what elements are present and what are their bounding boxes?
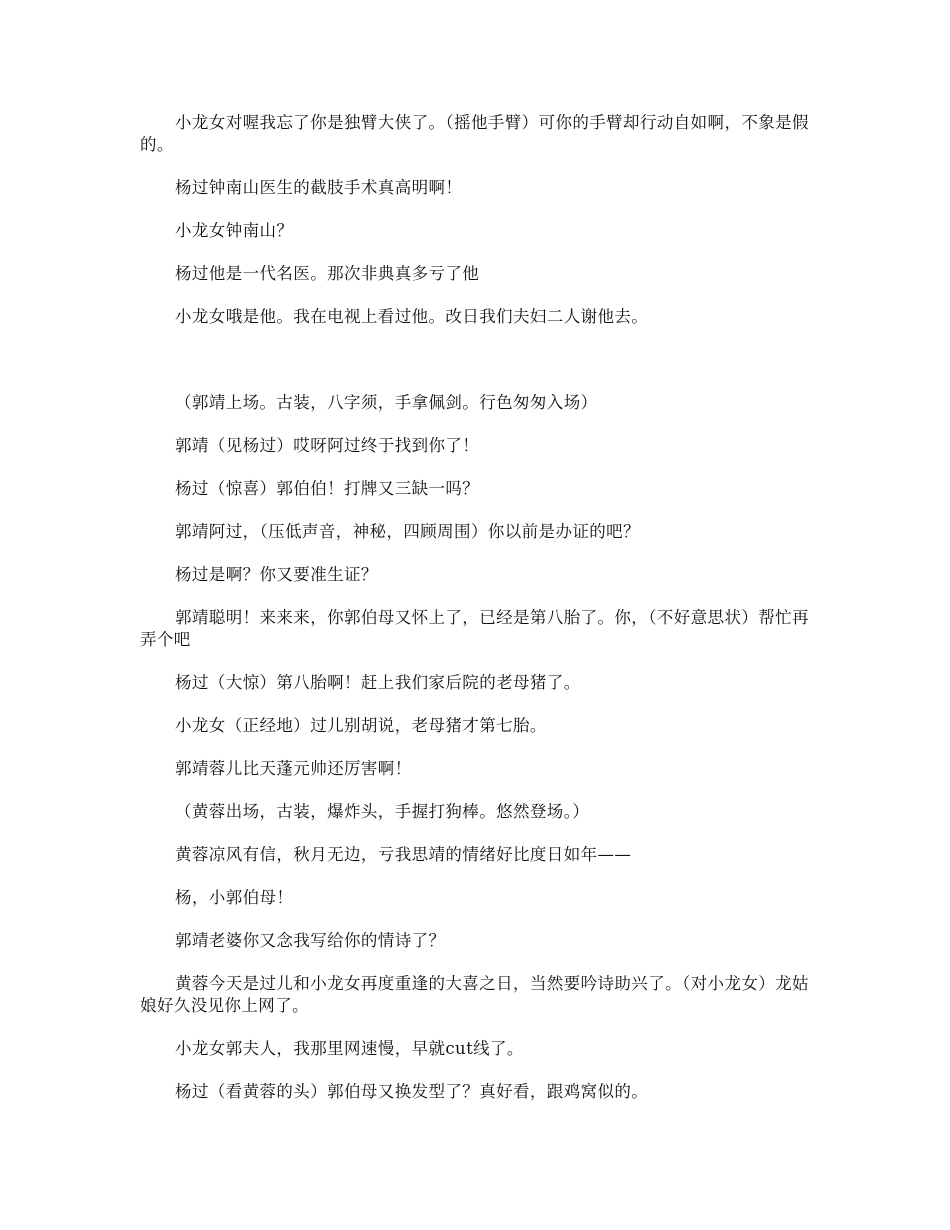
paragraph: 杨过（大惊）第八胎啊！赶上我们家后院的老母猪了。	[175, 673, 581, 692]
paragraph: 小龙女钟南山？	[175, 221, 294, 240]
paragraph: 杨过钟南山医生的截肢手术真高明啊！	[175, 178, 463, 197]
paragraph: 郭靖老婆你又念我写给你的情诗了？	[175, 931, 446, 950]
paragraph: 黄蓉凉风有信，秋月无边，亏我思靖的情绪好比度日如年——	[175, 845, 632, 864]
stage-direction: （黄蓉出场，古装，爆炸头，手握打狗棒。悠然登场。）	[175, 802, 590, 821]
paragraph: 小龙女哦是他。我在电视上看过他。改日我们夫妇二人谢他去。	[175, 307, 649, 326]
document-page	[140, 112, 810, 1124]
stage-direction: （郭靖上场。古装，八字须，手拿佩剑。行色匆匆入场）	[175, 393, 598, 412]
paragraph: 杨，小郭伯母！	[175, 888, 294, 907]
section-gap	[140, 349, 810, 392]
paragraph: 杨过他是一代名医。那次非典真多亏了他	[175, 264, 480, 283]
paragraph: 杨过（看黄蓉的头）郭伯母又换发型了？真好看，跟鸡窝似的。	[175, 1082, 649, 1101]
paragraph: 郭靖（见杨过）哎呀阿过终于找到你了！	[175, 436, 480, 455]
paragraph: 小龙女郭夫人，我那里网速慢，早就cut线了。	[175, 1039, 524, 1058]
paragraph: 杨过（惊喜）郭伯伯！打牌又三缺一吗？	[175, 479, 480, 498]
paragraph: 黄蓉今天是过儿和小龙女再度重逢的大喜之日，当然要吟诗助兴了。（对小龙女）龙姑娘好久没见你上网了。	[140, 974, 809, 1015]
paragraph: 郭靖聪明！来来来，你郭伯母又怀上了，已经是第八胎了。你，（不好意思状）帮忙再弄个吧	[140, 608, 809, 649]
paragraph: 郭靖蓉儿比天蓬元帅还厉害啊！	[175, 759, 412, 778]
paragraph: 小龙女对喔我忘了你是独臂大侠了。（摇他手臂）可你的手臂却行动自如啊，不象是假的。	[140, 113, 809, 154]
paragraph: 杨过是啊？你又要准生证？	[175, 565, 378, 584]
paragraph: 小龙女（正经地）过儿别胡说，老母猪才第七胎。	[175, 716, 547, 735]
paragraph: 郭靖阿过，（压低声音，神秘，四顾周围）你以前是办证的吧？	[175, 522, 640, 541]
